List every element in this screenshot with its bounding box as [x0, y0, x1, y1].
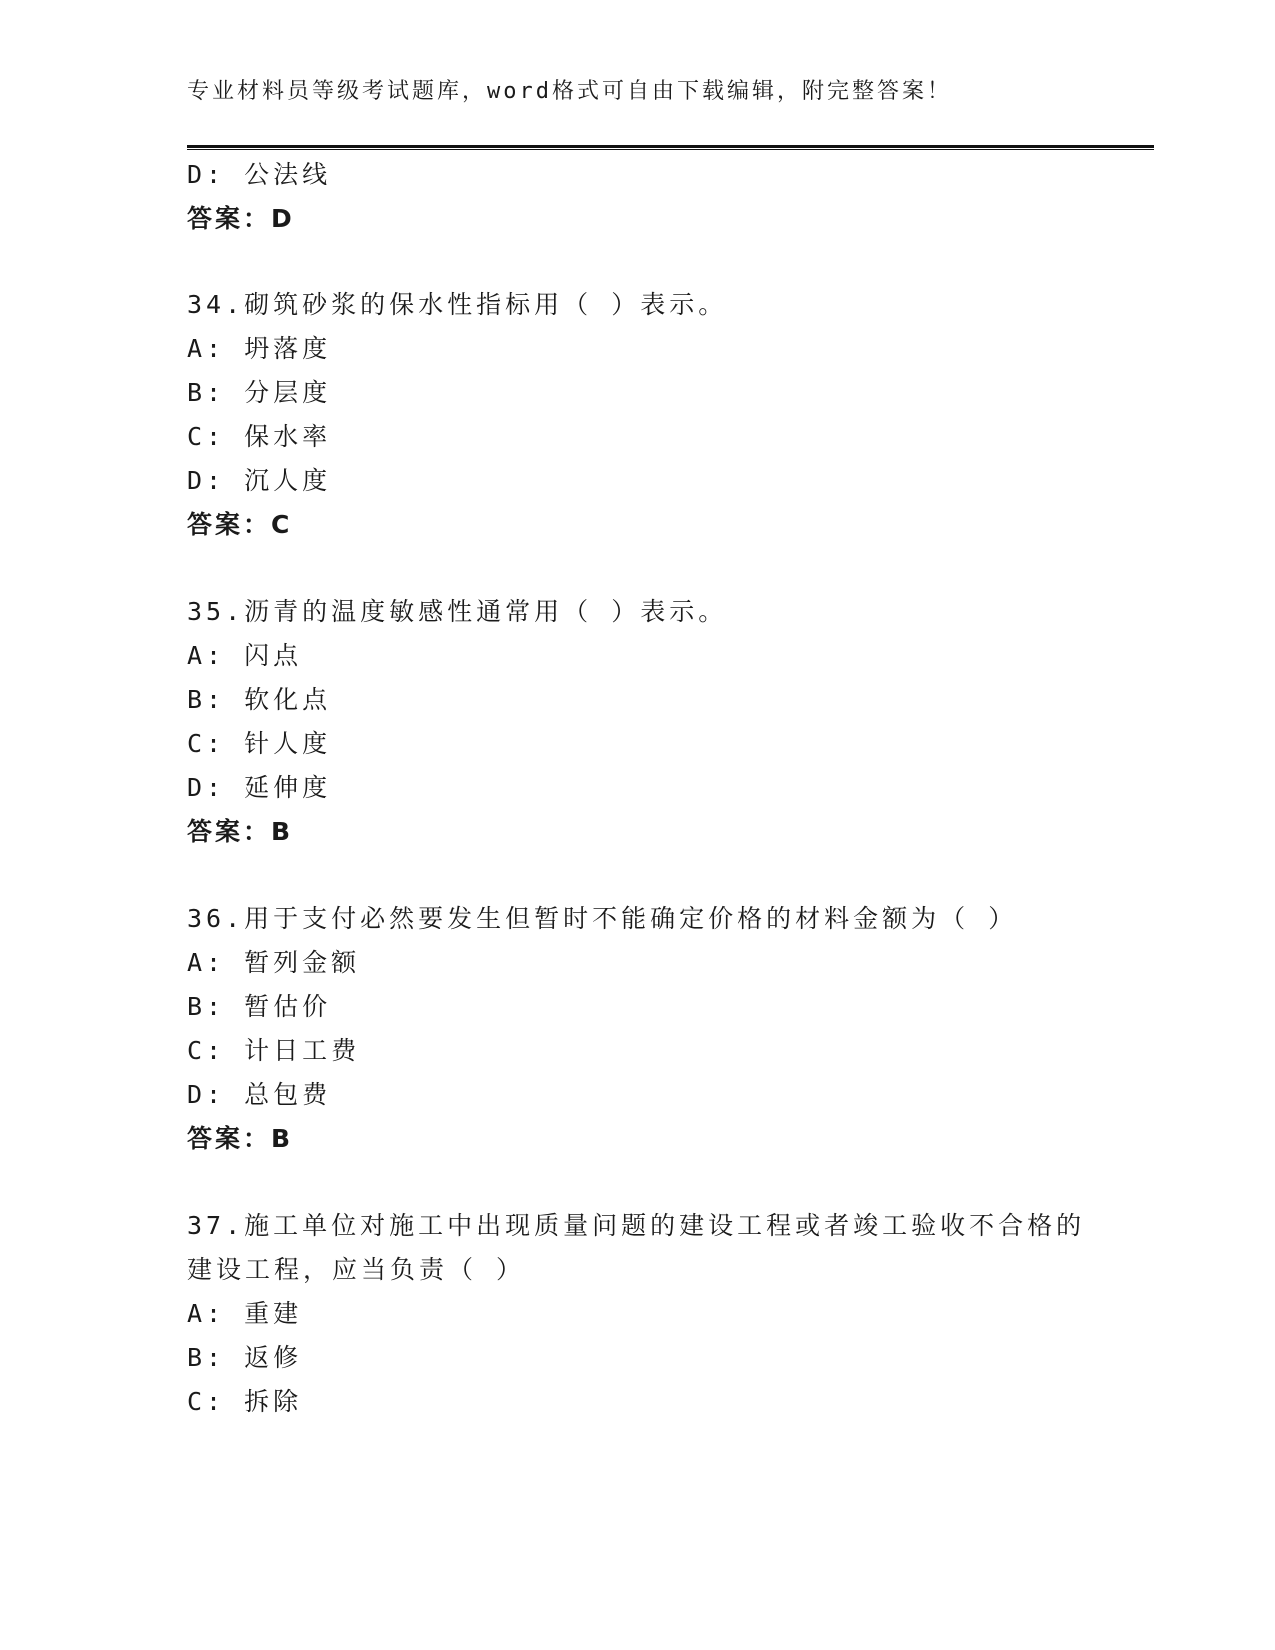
- question-34-option-c: C: 保水率: [187, 422, 332, 451]
- question-35-option-b: B: 软化点: [187, 685, 332, 714]
- question-36-option-b: B: 暂估价: [187, 992, 332, 1021]
- question-37-stem-line1: 37.施工单位对施工中出现质量问题的建设工程或者竣工验收不合格的: [187, 1211, 1086, 1240]
- question-37-option-c: C: 拆除: [187, 1387, 303, 1416]
- question-35-stem: 35.沥青的温度敏感性通常用（ ）表示。: [187, 597, 728, 626]
- question-35-answer: 答案：B: [187, 817, 294, 846]
- question-35-option-c: C: 针人度: [187, 729, 332, 758]
- question-36-option-c: C: 计日工费: [187, 1036, 361, 1065]
- question-34-stem: 34.砌筑砂浆的保水性指标用（ ）表示。: [187, 290, 728, 319]
- question-36-answer: 答案：B: [187, 1124, 294, 1153]
- question-36-option-d: D: 总包费: [187, 1080, 332, 1109]
- answer-line: 答案：D: [187, 204, 295, 233]
- question-36-stem: 36.用于支付必然要发生但暂时不能确定价格的材料金额为（ ）: [187, 904, 1018, 933]
- question-37-stem-line2: 建设工程，应当负责（ ）: [187, 1255, 526, 1284]
- question-34-option-d: D: 沉人度: [187, 466, 332, 495]
- page-header-text: 专业材料员等级考试题库，word格式可自由下载编辑，附完整答案！: [187, 79, 952, 104]
- question-37-option-b: B: 返修: [187, 1343, 303, 1372]
- question-34-option-a: A: 坍落度: [187, 334, 332, 363]
- question-35-option-a: A: 闪点: [187, 641, 303, 670]
- option-d: D: 公法线: [187, 160, 332, 189]
- question-37-option-a: A: 重建: [187, 1299, 303, 1328]
- question-34-answer: 答案：C: [187, 510, 293, 539]
- header-divider: [187, 145, 1154, 150]
- question-36-option-a: A: 暂列金额: [187, 948, 361, 977]
- question-34-option-b: B: 分层度: [187, 378, 332, 407]
- question-35-option-d: D: 延伸度: [187, 773, 332, 802]
